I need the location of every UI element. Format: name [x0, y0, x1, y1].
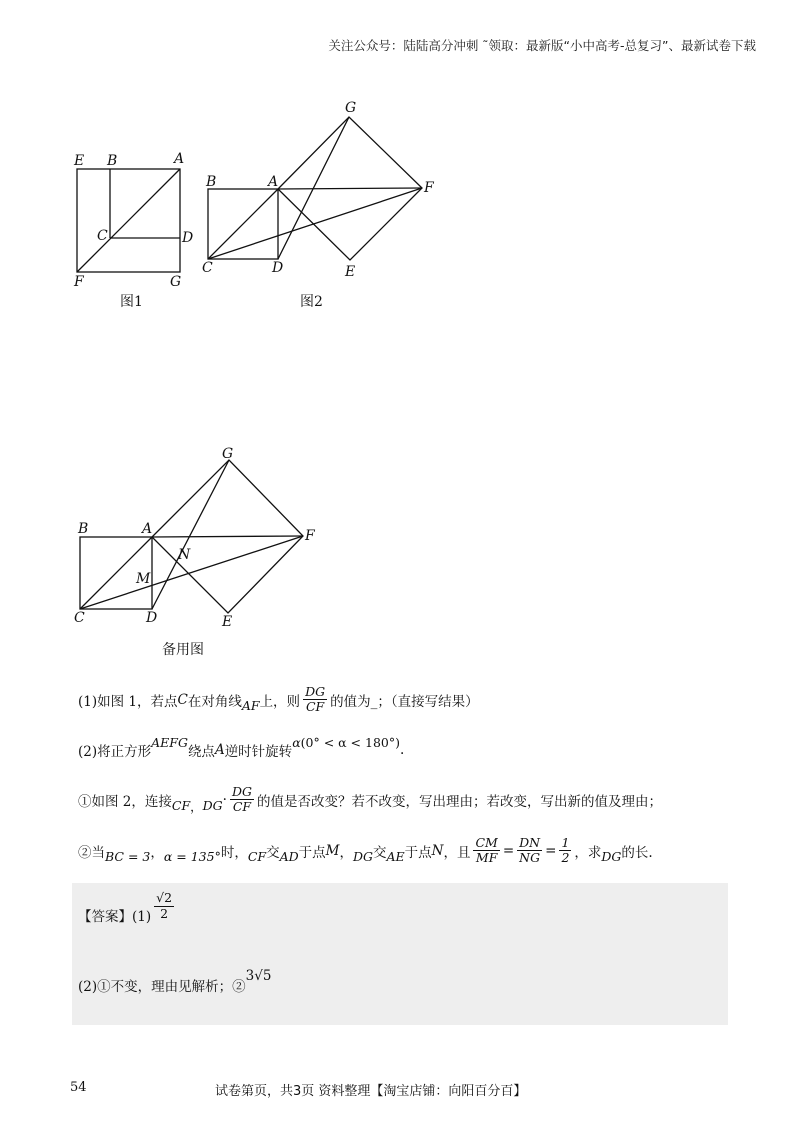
label-f: F [305, 528, 315, 544]
answer-fraction: $\frac{√2}{2}$ [156, 890, 173, 921]
label-g: G [345, 100, 357, 116]
answer-line-1: 【答案】(1) $\frac{√2}{2}$ [78, 890, 173, 925]
answer-box [72, 883, 728, 1025]
segment-cf [80, 536, 303, 609]
diagonal-ca [208, 189, 278, 259]
fraction-dg-cf: $\frac{DG}{CF}$ [305, 684, 326, 715]
segment-cf [208, 188, 422, 259]
figure-3-spare [72, 440, 332, 660]
label-c: C [74, 610, 85, 626]
label-f: F [74, 274, 84, 290]
label-e: E [345, 264, 356, 280]
figure-3-caption: 备用图 [162, 642, 204, 658]
segment-af [152, 536, 303, 537]
label-d: D [182, 230, 194, 246]
segment-dg [152, 460, 229, 609]
fraction-cm-mf: $\frac{CM}{MF}$ [475, 835, 498, 866]
page-number: 54 [70, 1080, 87, 1095]
question-1: (1)如图 1，若点 C 在对角线 AF 上，则 $\frac{DG}{CF}$ 的值为_；（直接写结果） [78, 684, 479, 715]
figure-2-caption: 图2 [300, 294, 323, 310]
figure-1-caption: 图1 [120, 294, 143, 310]
label-a: A [174, 151, 185, 167]
label-g: G [170, 274, 182, 290]
question-2-part-2: ②当 BC = 3 ， α = 135° 时， CF 交 AD 于点 M ， DG 交 AE 于点 N ，且 $\frac{CM}{MF}$ = $\frac{DN}{NG}$ = $\frac{1}{2}$ ，求 DG 的长. [78, 835, 653, 866]
label-c: C [97, 228, 108, 244]
figure-1 [70, 150, 195, 315]
label-b: B [206, 174, 217, 190]
fraction-one-half: $\frac{1}{2}$ [561, 835, 570, 866]
fraction-dn-ng: $\frac{DN}{NG}$ [519, 835, 541, 866]
question-2-part-1: ①如图 2，连接 CF ， DG · $\frac{DG}{CF}$ 的值是否改变？若不改变，写出理由；若改变，写出新的值及理由； [78, 784, 662, 815]
label-b: B [78, 521, 89, 537]
answer-line-2: (2)①不变，理由见解析；② 3√5 [78, 968, 272, 995]
label-a: A [268, 174, 279, 190]
label-d: D [272, 260, 284, 276]
label-d: D [146, 610, 158, 626]
page-footer: 试卷第页，共3页 资料整理【淘宝店铺：向阳百分百】 [215, 1084, 527, 1099]
label-b: B [107, 153, 118, 169]
label-e: E [222, 614, 233, 630]
label-e: E [74, 153, 85, 169]
segment-af [278, 188, 422, 189]
fraction-dg-cf: $\frac{DG}{CF}$ [231, 784, 252, 815]
figure-2 [200, 100, 445, 315]
diagonal-af [77, 169, 180, 272]
page-header: 关注公众号：陆陆高分冲刺 ˜领取：最新版“小中高考-总复习”、最新试卷下载 [328, 38, 756, 53]
label-c: C [202, 260, 213, 276]
label-f: F [424, 180, 434, 196]
label-n: N [178, 547, 191, 563]
label-g: G [222, 446, 234, 462]
question-2: (2)将正方形 AEFG 绕点 A 逆时针旋转 α (0° < α < 180°) . [78, 734, 405, 760]
label-m: M [136, 571, 151, 587]
label-a: A [142, 521, 153, 537]
